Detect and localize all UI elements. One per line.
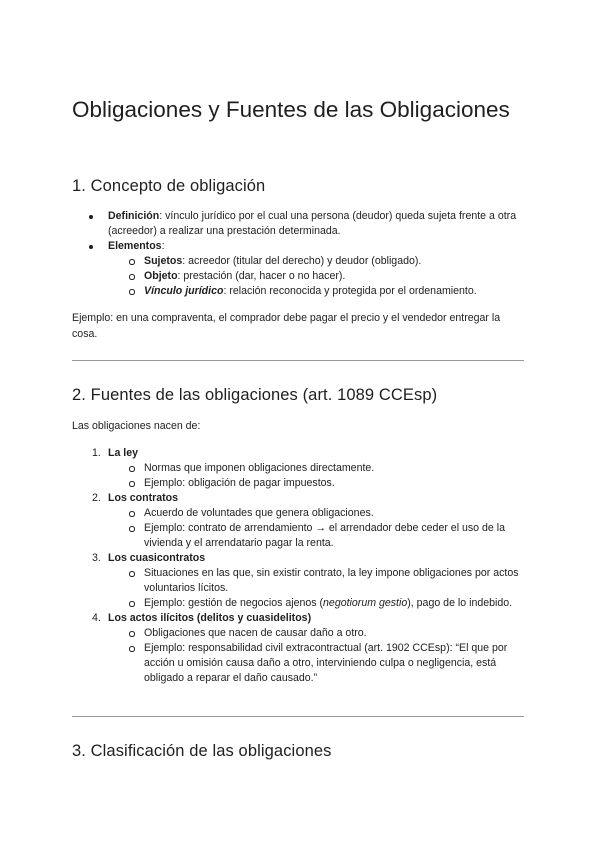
- circle-bullet-icon: [129, 571, 135, 577]
- list-number: 2.: [92, 492, 101, 504]
- source-title: Los actos ilícitos (delitos y cuasidelitos): [108, 612, 312, 624]
- list-item-definicion: [72, 209, 524, 239]
- sub-item-text: ), pago de lo indebido.: [407, 597, 513, 609]
- circle-bullet-icon: [129, 646, 135, 652]
- term-text: : prestación (dar, hacer o no hacer).: [177, 270, 346, 282]
- divider: [72, 360, 524, 361]
- term-label: Vínculo jurídico: [144, 285, 224, 297]
- sub-item: [72, 596, 524, 611]
- sub-item-text: Ejemplo: responsabilidad civil extracontractual (art. 1902 CCEsp): “El que por acción u omisión causa daño a otro, interviniendo culpa o negligencia, está obligado a reparar el daño causado.”: [144, 642, 508, 684]
- circle-bullet-icon: [129, 466, 135, 472]
- circle-bullet-icon: [129, 526, 135, 532]
- source-item-ley: [72, 446, 524, 461]
- section-2-heading: 2. Fuentes de las obligaciones (art. 1089 CCEsp): [72, 386, 438, 404]
- term-label: Definición: [108, 210, 160, 222]
- sub-item-text: Normas que imponen obligaciones directamente.: [144, 462, 375, 474]
- term-label: Elementos: [108, 240, 162, 252]
- bullet-icon: [89, 245, 93, 249]
- sub-item: [72, 566, 524, 596]
- source-title: Los cuasicontratos: [108, 552, 206, 564]
- circle-bullet-icon: [129, 259, 135, 265]
- sub-item-text: Situaciones en las que, sin existir contrato, la ley impone obligaciones por actos voluntarios lícitos.: [144, 567, 519, 594]
- list-number: 4.: [92, 612, 101, 624]
- sub-item: [72, 476, 524, 491]
- source-title: La ley: [108, 447, 139, 459]
- source-item-actos-ilicitos: [72, 611, 524, 626]
- circle-bullet-icon: [129, 511, 135, 517]
- circle-bullet-icon: [129, 601, 135, 607]
- source-title: Los contratos: [108, 492, 179, 504]
- sub-item-text: Obligaciones que nacen de causar daño a otro.: [144, 627, 367, 639]
- sub-item-text: Ejemplo: obligación de pagar impuestos.: [144, 477, 335, 489]
- sub-item: [72, 521, 524, 551]
- sub-item-text: Ejemplo: contrato de arrendamiento → el arrendador debe ceder el uso de la vivienda y el arrendatario pagar la renta.: [144, 522, 505, 549]
- sub-item-vinculo: [72, 284, 524, 299]
- section-1-heading: 1. Concepto de obligación: [72, 177, 266, 195]
- source-item-contratos: [72, 491, 524, 506]
- term-text: : vínculo jurídico por el cual una persona (deudor) queda sujeta frente a otra (acreedor) a realizar una prestación determinada.: [108, 210, 517, 237]
- latin-term: negotiorum gestio: [323, 597, 408, 609]
- sub-item-text: Ejemplo: gestión de negocios ajenos (: [144, 597, 324, 609]
- list-number: 1.: [92, 447, 101, 459]
- sub-item-text: Acuerdo de voluntades que genera obligaciones.: [144, 507, 374, 519]
- list-number: 3.: [92, 552, 101, 564]
- term-label: Objeto: [144, 270, 178, 282]
- sub-item-objeto: [72, 269, 524, 284]
- sub-item-sujetos: [72, 254, 524, 269]
- circle-bullet-icon: [129, 631, 135, 637]
- circle-bullet-icon: [129, 481, 135, 487]
- list-item-elementos: [72, 239, 524, 254]
- section-2-intro: Las obligaciones nacen de:: [72, 420, 201, 432]
- section-1-list: [72, 209, 524, 299]
- section-3-heading: 3. Clasificación de las obligaciones: [72, 742, 332, 760]
- sub-item: [72, 641, 524, 686]
- document-title: Obligaciones y Fuentes de las Obligaciones: [72, 97, 510, 122]
- circle-bullet-icon: [129, 274, 135, 280]
- term-text: :: [161, 240, 165, 252]
- term-label: Sujetos: [144, 255, 183, 267]
- sub-item: [72, 626, 524, 641]
- bullet-icon: [89, 215, 93, 219]
- sub-item: [72, 506, 524, 521]
- term-text: : acreedor (titular del derecho) y deudor (obligado).: [182, 255, 422, 267]
- term-text: : relación reconocida y protegida por el ordenamiento.: [223, 285, 477, 297]
- circle-bullet-icon: [129, 289, 135, 295]
- divider: [72, 716, 524, 717]
- sub-item: [72, 461, 524, 476]
- sources-list: [72, 446, 524, 686]
- section-1-example: Ejemplo: en una compraventa, el comprador debe pagar el precio y el vendedor entregar la cosa.: [72, 312, 501, 340]
- source-item-cuasicontratos: [72, 551, 524, 566]
